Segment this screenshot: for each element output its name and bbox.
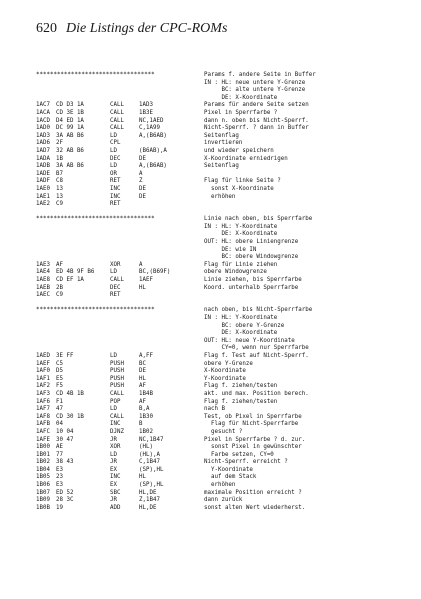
mnemonic: LD bbox=[110, 132, 117, 139]
address: 1AFE bbox=[36, 436, 50, 443]
comment: DE: X-Koordinate bbox=[204, 330, 278, 337]
mnemonic: LD bbox=[110, 147, 117, 154]
operand: (SP),HL bbox=[139, 466, 164, 473]
address: 1AF6 bbox=[36, 398, 50, 405]
comment: Pixel in Sperrfarbe ? bbox=[204, 109, 278, 116]
comment: BC: obere Y-Grenze bbox=[204, 322, 285, 329]
address: 1B0B bbox=[36, 504, 50, 511]
comment: dann n. oben bis Nicht-Sperrf. bbox=[204, 117, 309, 124]
address: 1ADF bbox=[36, 178, 50, 185]
operand: NC,1AED bbox=[139, 117, 164, 124]
operand: Z bbox=[139, 178, 143, 185]
operand: C,1B47 bbox=[139, 459, 160, 466]
mnemonic: PUSH bbox=[110, 368, 124, 375]
listing-line bbox=[36, 239, 416, 247]
operand: 1B02 bbox=[139, 428, 153, 435]
comment: CY=0, wenn nur Sperrfarbe bbox=[204, 345, 309, 352]
opcode-bytes: 3A AB B6 bbox=[56, 132, 84, 139]
operand: DE bbox=[139, 368, 146, 375]
address: 1B07 bbox=[36, 489, 50, 496]
opcode-bytes: 30 47 bbox=[56, 436, 74, 443]
listing-line bbox=[36, 178, 416, 186]
address: 1AF2 bbox=[36, 383, 50, 390]
operand: AF bbox=[139, 398, 146, 405]
comment: Flag für linke Seite ? bbox=[204, 178, 281, 185]
listing-line bbox=[36, 429, 416, 437]
comment: erhöhen bbox=[204, 193, 236, 200]
comment: Koord. unterhalb Sperrfarbe bbox=[204, 284, 299, 291]
listing-line bbox=[36, 216, 416, 224]
comment: OUT: HL: neue Y-Koordinate bbox=[204, 337, 295, 344]
comment: Nicht-Sperrf. ? dann in Buffer bbox=[204, 125, 309, 132]
listing-line bbox=[36, 323, 416, 331]
opcode-bytes: 77 bbox=[56, 451, 63, 458]
assembly-listing bbox=[36, 72, 416, 512]
opcode-bytes: 28 3C bbox=[56, 497, 74, 504]
listing-line bbox=[36, 201, 416, 209]
listing-line bbox=[36, 163, 416, 171]
comment: Linie ziehen, bis Sperrfarbe bbox=[204, 277, 302, 284]
mnemonic: SBC bbox=[110, 489, 121, 496]
mnemonic: ADD bbox=[110, 504, 121, 511]
comment: Nicht-Sperrf. erreicht ? bbox=[204, 459, 288, 466]
operand: BC,(B69F) bbox=[139, 269, 171, 276]
running-title: Die Listings der CPC-ROMs bbox=[66, 21, 228, 36]
comment: IN : HL: Y-Koordinate bbox=[204, 223, 278, 230]
address: 1B04 bbox=[36, 466, 50, 473]
comment: IN : HL: Y-Koordinate bbox=[204, 315, 278, 321]
address: 1AF7 bbox=[36, 406, 50, 413]
listing-line bbox=[36, 452, 416, 460]
listing-spacer bbox=[36, 209, 416, 217]
opcode-bytes: DC 99 1A bbox=[56, 125, 84, 132]
mnemonic: CALL bbox=[110, 277, 124, 284]
mnemonic: DEC bbox=[110, 155, 121, 162]
comment: Flag für Linie ziehen bbox=[204, 261, 278, 268]
mnemonic: JR bbox=[110, 436, 117, 443]
opcode-bytes: AF bbox=[56, 261, 63, 268]
operand: A,FF bbox=[139, 352, 153, 359]
operand: B,A bbox=[139, 406, 150, 413]
listing-line bbox=[36, 224, 416, 232]
address: 1AFC bbox=[36, 428, 50, 435]
address: 1ADB bbox=[36, 163, 50, 170]
listing-line bbox=[36, 406, 416, 414]
mnemonic: PUSH bbox=[110, 360, 124, 367]
listing-line bbox=[36, 269, 416, 277]
comment: gesucht ? bbox=[204, 428, 243, 435]
mnemonic: CPL bbox=[110, 140, 121, 147]
comment: Flag f. ziehen/testen bbox=[204, 398, 278, 405]
address: 1AEB bbox=[36, 284, 50, 291]
address: 1AEC bbox=[36, 292, 50, 299]
comment: IN : HL: neue untere Y-Grenze bbox=[204, 79, 306, 86]
mnemonic: XOR bbox=[110, 261, 121, 268]
opcode-bytes: E5 bbox=[56, 375, 63, 382]
opcode-bytes: 10 04 bbox=[56, 428, 74, 435]
mnemonic: RET bbox=[110, 178, 121, 185]
comment: und wieder speichern bbox=[204, 147, 274, 154]
opcode-bytes: 19 bbox=[56, 504, 63, 511]
listing-line bbox=[36, 307, 416, 315]
address: 1AF3 bbox=[36, 390, 50, 397]
opcode-bytes: 47 bbox=[56, 406, 63, 413]
separator-stars: ********************************** bbox=[36, 307, 155, 314]
listing-line bbox=[36, 383, 416, 391]
listing-line bbox=[36, 95, 416, 103]
listing-line bbox=[36, 110, 416, 118]
comment: sonst alten Wert wiederherst. bbox=[204, 504, 306, 511]
address: 1AEF bbox=[36, 360, 50, 367]
operand: A,(B6AB) bbox=[139, 132, 167, 139]
listing-line bbox=[36, 490, 416, 498]
listing-line bbox=[36, 338, 416, 346]
comment: dann zurück bbox=[204, 497, 243, 504]
operand: B bbox=[139, 421, 143, 428]
mnemonic: LD bbox=[110, 163, 117, 170]
listing-line bbox=[36, 459, 416, 467]
operand: Z,1B47 bbox=[139, 497, 160, 504]
mnemonic: LD bbox=[110, 352, 117, 359]
operand: HL bbox=[139, 375, 146, 382]
operand: BC bbox=[139, 360, 146, 367]
opcode-bytes: 3E FF bbox=[56, 352, 74, 359]
mnemonic: INC bbox=[110, 474, 121, 481]
operand: (HL),A bbox=[139, 451, 160, 458]
opcode-bytes: 2F bbox=[56, 140, 63, 147]
comment: DE: X-Koordinate bbox=[204, 231, 278, 238]
mnemonic: PUSH bbox=[110, 375, 124, 382]
opcode-bytes: C9 bbox=[56, 201, 63, 208]
address: 1AE4 bbox=[36, 269, 50, 276]
opcode-bytes: ED 52 bbox=[56, 489, 74, 496]
comment: nach oben, bis Nicht-Sperrfarbe bbox=[204, 307, 313, 314]
address: 1AE0 bbox=[36, 185, 50, 192]
comment: Params für andere Seite setzen bbox=[204, 102, 309, 109]
mnemonic: EX bbox=[110, 482, 117, 489]
mnemonic: LD bbox=[110, 406, 117, 413]
operand: HL bbox=[139, 284, 146, 291]
mnemonic: EX bbox=[110, 466, 117, 473]
opcode-bytes: F5 bbox=[56, 383, 63, 390]
comment: Seitenflag bbox=[204, 132, 239, 139]
address: 1ADA bbox=[36, 155, 50, 162]
listing-line bbox=[36, 285, 416, 293]
mnemonic: CALL bbox=[110, 109, 124, 116]
listing-line bbox=[36, 186, 416, 194]
mnemonic: XOR bbox=[110, 444, 121, 451]
listing-line bbox=[36, 444, 416, 452]
comment: Params f. andere Seite in Buffer bbox=[204, 72, 316, 78]
address: 1AD3 bbox=[36, 132, 50, 139]
address: 1AC7 bbox=[36, 102, 50, 109]
comment: Flag f. Test auf Nicht-Sperrf. bbox=[204, 352, 309, 359]
listing-line bbox=[36, 80, 416, 88]
address: 1B06 bbox=[36, 482, 50, 489]
operand: NC,1B47 bbox=[139, 436, 164, 443]
operand: 1B4B bbox=[139, 390, 153, 397]
page-number: 620 bbox=[36, 21, 57, 36]
comment: Y-Koordinate bbox=[204, 466, 253, 473]
opcode-bytes: CD EF 1A bbox=[56, 277, 84, 284]
listing-line bbox=[36, 125, 416, 133]
comment: Pixel in Sperrfarbe ? d. zur. bbox=[204, 436, 306, 443]
address: 1B01 bbox=[36, 451, 50, 458]
opcode-bytes: D4 ED 1A bbox=[56, 117, 84, 124]
address: 1AF1 bbox=[36, 375, 50, 382]
opcode-bytes: 04 bbox=[56, 421, 63, 428]
listing-line bbox=[36, 482, 416, 490]
opcode-bytes: 1B bbox=[56, 155, 63, 162]
address: 1AD0 bbox=[36, 125, 50, 132]
comment: Farbe setzen, CY=0 bbox=[204, 451, 274, 458]
listing-line bbox=[36, 497, 416, 505]
listing-line bbox=[36, 345, 416, 353]
listing-line bbox=[36, 315, 416, 323]
opcode-bytes: CD 30 1B bbox=[56, 413, 84, 420]
comment: auf dem Stack bbox=[204, 474, 257, 481]
listing-line bbox=[36, 194, 416, 202]
opcode-bytes: 13 bbox=[56, 193, 63, 200]
opcode-bytes: CD D3 1A bbox=[56, 102, 84, 109]
listing-line bbox=[36, 376, 416, 384]
opcode-bytes: CD 3E 1B bbox=[56, 109, 84, 116]
opcode-bytes: AE bbox=[56, 444, 63, 451]
mnemonic: RET bbox=[110, 292, 121, 299]
listing-line bbox=[36, 368, 416, 376]
operand: HL bbox=[139, 474, 146, 481]
mnemonic: OR bbox=[110, 170, 117, 177]
address: 1AF8 bbox=[36, 413, 50, 420]
mnemonic: CALL bbox=[110, 125, 124, 132]
listing-line bbox=[36, 254, 416, 262]
mnemonic: CALL bbox=[110, 413, 124, 420]
comment: OUT: HL: obere Liniengrenze bbox=[204, 239, 299, 246]
address: 1AED bbox=[36, 352, 50, 359]
comment: Seitenflag bbox=[204, 163, 239, 170]
listing-line bbox=[36, 87, 416, 95]
listing-line bbox=[36, 421, 416, 429]
listing-line bbox=[36, 262, 416, 270]
listing-spacer bbox=[36, 300, 416, 308]
address: 1ADE bbox=[36, 170, 50, 177]
listing-line bbox=[36, 133, 416, 141]
page-header bbox=[36, 21, 416, 39]
address: 1ACA bbox=[36, 109, 50, 116]
mnemonic: LD bbox=[110, 269, 117, 276]
operand: 1B3E bbox=[139, 109, 153, 116]
address: 1AD6 bbox=[36, 140, 50, 147]
comment: Flag für Nicht-Sperrfarbe bbox=[204, 421, 299, 428]
comment: DE: wie IN bbox=[204, 246, 257, 253]
mnemonic: RET bbox=[110, 201, 121, 208]
listing-line bbox=[36, 467, 416, 475]
mnemonic: INC bbox=[110, 193, 121, 200]
comment: sonst Pixel in gewünschter bbox=[204, 444, 302, 451]
listing-line bbox=[36, 171, 416, 179]
comment: Linie nach oben, bis Sperrfarbe bbox=[204, 216, 313, 223]
operand: HL,DE bbox=[139, 489, 157, 496]
opcode-bytes: 32 AB B6 bbox=[56, 147, 84, 154]
address: 1B05 bbox=[36, 474, 50, 481]
listing-line bbox=[36, 148, 416, 156]
operand: (HL) bbox=[139, 444, 153, 451]
operand: AF bbox=[139, 383, 146, 390]
listing-line bbox=[36, 505, 416, 513]
operand: DE bbox=[139, 185, 146, 192]
mnemonic: PUSH bbox=[110, 383, 124, 390]
comment: Test, ob Pixel in Sperrfarbe bbox=[204, 413, 302, 420]
comment: obere Windowgrenze bbox=[204, 269, 267, 276]
opcode-bytes: 38 43 bbox=[56, 459, 74, 466]
opcode-bytes: D5 bbox=[56, 368, 63, 375]
comment: X-Koordinate erniedrigen bbox=[204, 155, 288, 162]
opcode-bytes: CD 4B 1B bbox=[56, 390, 84, 397]
opcode-bytes: C9 bbox=[56, 292, 63, 299]
separator-stars: ********************************** bbox=[36, 216, 155, 223]
address: 1AE8 bbox=[36, 277, 50, 284]
address: 1AFB bbox=[36, 421, 50, 428]
listing-line bbox=[36, 353, 416, 361]
opcode-bytes: C8 bbox=[56, 178, 63, 185]
listing-line bbox=[36, 399, 416, 407]
operand: A,(B6AB) bbox=[139, 163, 167, 170]
address: 1AE2 bbox=[36, 201, 50, 208]
listing-line bbox=[36, 102, 416, 110]
opcode-bytes: 23 bbox=[56, 474, 63, 481]
comment: sonst X-Koordinate bbox=[204, 185, 274, 192]
address: 1AE1 bbox=[36, 193, 50, 200]
comment: Flag f. ziehen/testen bbox=[204, 383, 278, 390]
address: 1AF0 bbox=[36, 368, 50, 375]
mnemonic: CALL bbox=[110, 102, 124, 109]
opcode-bytes: C5 bbox=[56, 360, 63, 367]
comment: BC: alte untere Y-Grenze bbox=[204, 87, 306, 94]
address: 1B00 bbox=[36, 444, 50, 451]
opcode-bytes: F1 bbox=[56, 398, 63, 405]
listing-line bbox=[36, 330, 416, 338]
operand: 1AEF bbox=[139, 277, 153, 284]
listing-line bbox=[36, 156, 416, 164]
operand: DE bbox=[139, 193, 146, 200]
operand: C,1A99 bbox=[139, 125, 160, 132]
opcode-bytes: 3A AB B6 bbox=[56, 163, 84, 170]
operand: A bbox=[139, 261, 143, 268]
listing-line bbox=[36, 118, 416, 126]
operand: 1B30 bbox=[139, 413, 153, 420]
mnemonic: POP bbox=[110, 398, 121, 405]
operand: 1AD3 bbox=[139, 102, 153, 109]
mnemonic: DEC bbox=[110, 284, 121, 291]
listing-line bbox=[36, 140, 416, 148]
mnemonic: JR bbox=[110, 497, 117, 504]
operand: A bbox=[139, 170, 143, 177]
comment: BC: obere Windowgrenze bbox=[204, 254, 299, 261]
separator-stars: ********************************** bbox=[36, 72, 155, 78]
listing-line bbox=[36, 231, 416, 239]
opcode-bytes: 13 bbox=[56, 185, 63, 192]
opcode-bytes: E3 bbox=[56, 482, 63, 489]
comment: invertieren bbox=[204, 140, 243, 147]
mnemonic: CALL bbox=[110, 117, 124, 124]
listing-line bbox=[36, 247, 416, 255]
listing-line bbox=[36, 292, 416, 300]
comment: Y-Koordinate bbox=[204, 375, 246, 382]
address: 1B02 bbox=[36, 459, 50, 466]
opcode-bytes: ED 4B 9F B6 bbox=[56, 269, 95, 276]
mnemonic: DJNZ bbox=[110, 428, 124, 435]
opcode-bytes: B7 bbox=[56, 170, 63, 177]
opcode-bytes: 2B bbox=[56, 284, 63, 291]
comment: X-Koordinate bbox=[204, 368, 246, 375]
address: 1AD7 bbox=[36, 147, 50, 154]
comment: maximale Position erreicht ? bbox=[204, 489, 302, 496]
listing-line bbox=[36, 437, 416, 445]
listing-line bbox=[36, 391, 416, 399]
mnemonic: LD bbox=[110, 451, 117, 458]
mnemonic: CALL bbox=[110, 390, 124, 397]
listing-line bbox=[36, 277, 416, 285]
comment: DE: X-Koordinate bbox=[204, 94, 278, 101]
listing-line bbox=[36, 72, 416, 80]
comment: obere Y-Grenze bbox=[204, 360, 253, 367]
operand: (SP),HL bbox=[139, 482, 164, 489]
mnemonic: INC bbox=[110, 421, 121, 428]
listing-line bbox=[36, 414, 416, 422]
address: 1ACD bbox=[36, 117, 50, 124]
address: 1B09 bbox=[36, 497, 50, 504]
mnemonic: JR bbox=[110, 459, 117, 466]
opcode-bytes: E3 bbox=[56, 466, 63, 473]
address: 1AE3 bbox=[36, 261, 50, 268]
operand: DE bbox=[139, 155, 146, 162]
mnemonic: INC bbox=[110, 185, 121, 192]
listing-line bbox=[36, 474, 416, 482]
operand: HL,DE bbox=[139, 504, 157, 511]
comment: akt. und max. Position berech. bbox=[204, 390, 309, 397]
comment: erhöhen bbox=[204, 482, 236, 489]
listing-line bbox=[36, 361, 416, 369]
operand: (B6AB),A bbox=[139, 147, 167, 154]
comment: nach B bbox=[204, 406, 225, 413]
